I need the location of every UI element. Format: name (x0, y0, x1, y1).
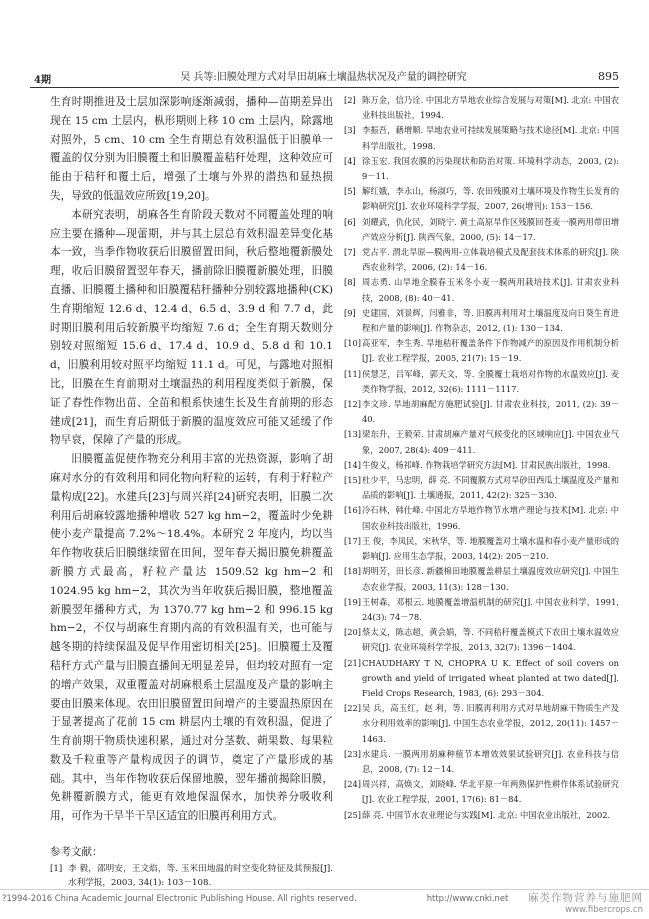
reference-item (344, 595, 619, 625)
reference-number: [3] (344, 125, 356, 136)
reference-item (344, 458, 619, 473)
reference-item (344, 93, 619, 123)
reference-item (344, 367, 619, 397)
reference-item (344, 123, 619, 153)
footer-url: http://www.cnki.net (426, 893, 509, 903)
watermark-title: 麻类作物营养与施肥网 (528, 892, 643, 904)
reference-item (344, 275, 619, 305)
reference-number: [20] (344, 627, 362, 638)
reference-text: 李文珍. 旱地胡麻配方施肥试验[J]. 甘肃农业科技，2011, (2): 39－40. (362, 399, 619, 425)
reference-number: [18] (344, 566, 362, 577)
reference-number: [10] (344, 338, 362, 349)
reference-number: [21] (344, 657, 362, 668)
reference-number: [23] (344, 748, 362, 759)
reference-item (344, 336, 619, 366)
site-watermark (528, 890, 643, 915)
issue-number: 4期 (34, 75, 51, 86)
reference-text: 胡明芳，田长彦. 新疆棉田地膜覆盖耕层土壤温度效应研究[J]. 中国生态农业学报，2003, 11(3): 128－130. (362, 566, 619, 592)
body-paragraph: 旧膜覆盖促使作物充分利用丰富的光热资源，影响了胡麻对水分的有效利用和同化物向籽粒的运转，有利于籽粒产量构成[22]。水建兵[23]与周兴祥[24]研究表明，旧膜二次利用后胡麻较露地播种增收 527 kg hm−2，覆盖时少免耕使小麦产量提高 7.2%～18.4%。本研究 2 年度内，均以当年作物收获后旧膜继续留在田间，翌年春天揭旧膜免耕覆盖新膜方式最高，籽粒产量达 1509.52 kg hm−2 和 1024.95 kg hm−2，其次为当年收获后揭旧膜，整地覆盖新膜翌年播种方式，为 1370.77 kg hm−2 和 996.15 kg hm−2，不仅与胡麻生育期内高的有效积温有关，也可能与越冬期的持续保温及促早作用密切相关[25]。旧膜覆土及覆秸秆方式产量与旧膜直播间无明显差异，但均较对照有一定的增产效果，双重覆盖对胡麻根系土层温度及产量的影响主要由旧膜来体现。农田旧膜留置田间增产的主要温热原因在于显著提高了花前 15 cm 耕层内土壤的有效积温，促进了生育前期干物质快速积累，通过对分茎数、蒴果数、每果粒数及千粒重等产量构成因子的调节，奠定了产量形成的基础。其中，当年作物收获后保留地膜，翌年播前揭除旧膜，免耕覆新膜方式，能更有效地保温保水，加快养分吸收利用，可作为干旱半干旱区适宜的旧膜再利用方式。 (50, 453, 333, 823)
running-title: 吴 兵等:旧膜处理方式对旱田胡麻土壤温热状况及产量的调控研究 (180, 72, 467, 83)
reference-number: [4] (344, 155, 356, 166)
reference-number: [14] (344, 459, 362, 470)
header-rule (30, 87, 619, 88)
reference-number: [16] (344, 505, 362, 516)
reference-item (344, 215, 619, 245)
reference-text: 徐玉宏. 我国农膜的污染现状和防治对策. 环境科学动态，2003, (2): 9－11. (362, 155, 619, 182)
reference-item (344, 306, 619, 336)
copyright-notice: ?1994-2016 China Academic Journal Electronic Publishing House. All rights reserved. (2, 893, 357, 903)
reference-text: 周兴祥，高焕文，刘晓峰. 华北平原一年两熟保护性耕作体系试验研究[J]. 农业工程学报，2001, 17(6): 81－84. (362, 779, 619, 805)
reference-text: 刘耀武，仇化民，刘晓宁. 黄土高原旱作区残膜回苍麦一膜两用带田增产效应分析[J]. 陕西气象，2000, (5): 14－17. (362, 216, 619, 242)
watermark-url: www.fibercrops.cn (565, 905, 643, 915)
reference-item (344, 777, 619, 807)
reference-text: 杜少平，马忠明，薛 亮. 不同覆膜方式对旱砂田西瓜土壤温度及产量和品质的影响[J]. 土壤通报，2011, 42(2): 325－330. (362, 475, 619, 501)
reference-text: 解红娥，李永山，杨淑巧，等. 农田残膜对土壤环境及作物生长发育的影响研究[J]. 农业环境科学学报，2007, 26(增刊): 153－156. (362, 186, 619, 212)
reference-item (344, 473, 619, 503)
reference-item (344, 701, 619, 747)
reference-text: 李振吾，藉增顺. 旱地农业可持续发展策略与技术途径[M]. 北京: 中国科学出版社，1998. (362, 125, 619, 151)
reference-item (344, 534, 619, 564)
reference-number: [2] (344, 95, 356, 105)
reference-text: 史建国，刘景辉，闫雅非，等. 旧膜再利用对土壤温度及向日葵生育进程和产量的影响[J]. 作物杂志，2012, (1): 130－134. (362, 307, 619, 334)
reference-item (344, 747, 619, 777)
reference-number: [8] (344, 277, 356, 288)
reference-text: 蔡太义，陈志超，黄会娟，等. 不同秸秆覆盖模式下农田土壤水温效应研究[J]. 农业环境科学学报，2013, 32(7): 1396－1404. (362, 627, 619, 653)
reference-number: [5] (344, 186, 356, 197)
reference-item (344, 245, 619, 275)
reference-number: [1] (50, 864, 63, 874)
reference-text: 周志勇. 山旱地全膜春玉米冬小麦一膜两用栽培技术[J]. 甘肃农业科技，2008, (8): 40－41. (362, 277, 619, 303)
reference-number: [15] (344, 475, 362, 486)
reference-item (344, 625, 619, 655)
reference-item (344, 427, 619, 457)
reference-item (344, 397, 619, 427)
reference-number: [22] (344, 703, 362, 714)
references-left (50, 862, 333, 890)
reference-number: [25] (344, 809, 362, 820)
reference-item (344, 808, 619, 823)
reference-text: 冷石林，韩仕峰. 中国北方旱地作物节水增产理论与技术[M]. 北京: 中国农业科技出版社，1996. (362, 505, 619, 531)
reference-text: 侯慧芝，吕军峰，郭天文，等. 全膜覆土栽培对作物的水温效应[J]. 麦类作物学报，2012, 32(6): 1111－1117. (362, 368, 619, 394)
references-right-column (344, 93, 619, 823)
reference-item (344, 154, 619, 184)
reference-number: [7] (344, 247, 356, 258)
reference-text: 水建兵. 一膜两用胡麻种植节本增效效果试验研究[J]. 农业科技与信息，2008, (7): 12－14. (362, 748, 619, 774)
reference-number: [24] (344, 779, 362, 790)
body-paragraph: 本研究表明，胡麻各生育阶段天数对不同覆盖处理的响应主要在播种—现蕾期，并与其土层总有效积温差异变化基本一致，当季作物收获后旧膜留置田间，秋后整地覆新膜处理，收后旧膜留置翌年春天，播前除旧膜覆新膜处理，旧膜直播、旧膜覆土播种和旧膜覆秸秆播种分别较露地播种(CK)生育期缩短 12.6 d、12.4 d、6.5 d、3.9 d 和 7.7 d，此时期旧膜利用后较新膜平均缩短 7.6 d；全生育期天数则分别较对照缩短 15.6 d、17.4 d、10.9 d、5.8 d 和 10.1 d，旧膜利用较对照平均缩短 11.1 d。可见，与露地对照相比，旧膜在生育前期对土壤温热的利用程度类似于新膜，保证了春性作物出苗、全苗和根系快速生长及生育前期的形态建成[21]，而生育后期低于新膜的温度效应可能又延缓了作物早衰，保障了产量的形成。 (50, 208, 333, 447)
body-left-column (50, 93, 333, 826)
reference-number: [13] (344, 429, 362, 440)
reference-text: 梁东升，王毅荣. 甘肃胡麻产量对气候变化的区域响应[J]. 中国农业气象，2007, 28(4): 409－411. (362, 429, 619, 455)
page-footer (2, 893, 508, 903)
reference-number: [9] (344, 307, 356, 318)
reference-item (344, 503, 619, 533)
reference-item (344, 564, 619, 594)
reference-text: 牛俊义，杨祁峰. 作物栽培学研究方法[M]. 甘肃民族出版社，1998. (362, 459, 611, 470)
reference-text: 党占平. 渭北旱原—膜两用-立体栽培模式及配套技术体系的研究[J]. 陕西农业科学，2006, (2): 14－16. (362, 247, 619, 273)
body-paragraph: 生育时期推进及土层加深影响逐渐减弱，播种—苗期差异出现在 15 cm 土层内，枞形期则上移 10 cm 土层内，除露地对照外，5 cm、10 cm 全生育期总有效积温低于旧膜单一覆盖的仅分别为旧膜覆土和旧膜覆盖秸秆处理，这种效应可能由于秸秆和覆土后，增强了土壤与外界的潜热和显热损失，导致的低温效应所致[19,20]。 (50, 96, 333, 202)
running-header (28, 68, 619, 86)
reference-number: [12] (344, 399, 362, 410)
reference-item (344, 184, 619, 214)
reference-item (50, 862, 333, 890)
reference-text: 吴 兵，高玉红，赵 利，等. 旧膜再利用方式对旱地胡麻干物质生产及水分利用效率的影响[J]. 中国生态农业学报，2012, 20(11): 1457－1463. (362, 703, 619, 744)
reference-number: [19] (344, 596, 362, 607)
reference-number: [17] (344, 535, 362, 546)
references-heading: 参考文献： (50, 846, 103, 858)
page-number: 895 (598, 70, 619, 83)
reference-text: 王 俊，李凤民，宋秋华，等. 地膜覆盖对土壤水温和春小麦产量形成的影响[J]. 应用生态学报，2003, 14(2): 205－210. (362, 535, 619, 562)
reference-text: 薛 亮. 中国节水农业理论与实践[M]. 北京: 中国农业出版社，2002. (362, 809, 611, 820)
reference-text: 王树森，邓根云. 地膜覆盖增温机制的研究[J]. 中国农业科学，1991, 24(3): 74－78. (362, 596, 619, 622)
reference-text: 李 毅，邵明安，王文焰，等. 玉米田地温的时空变化特征及其预报[J]. 水利学报，2003, 34(1): 103－108. (68, 864, 333, 888)
reference-number: [11] (344, 368, 362, 379)
reference-number: [6] (344, 216, 356, 227)
reference-text: CHAUDHARY T N, CHOPRA U K. Effect of soil covers on growth and yield of irrigated wheat planted at two dated[J]. Field Crops Research, 1983, (6): 293－304. (362, 657, 619, 698)
reference-text: 陈万金，信乃诠. 中国北方旱地农业综合发展与对策[M]. 北京: 中国农业科技出版社，1994. (362, 95, 619, 121)
reference-item (344, 656, 619, 702)
reference-text: 高亚军，李生秀. 旱地秸秆覆盖条件下作物减产的原因及作用机制分析[J]. 农业工程学报，2005, 21(7): 15－19. (362, 338, 619, 364)
